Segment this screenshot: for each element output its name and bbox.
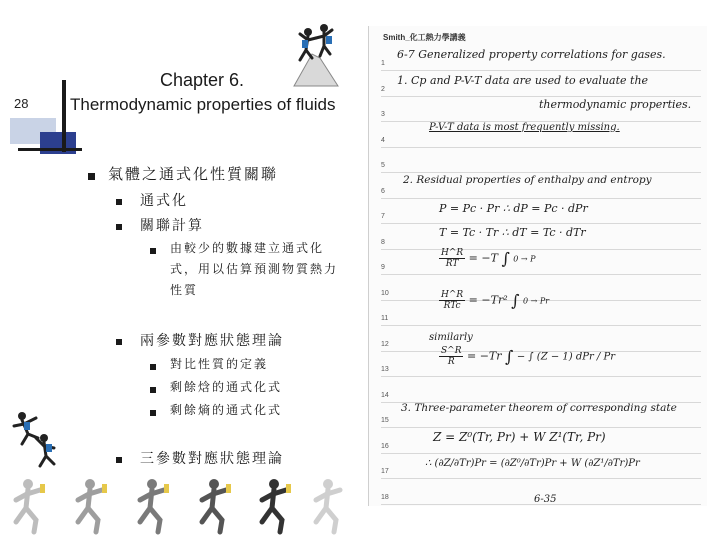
ruled-line <box>381 70 701 71</box>
climbers-illustration <box>286 18 346 88</box>
climber-illustration <box>8 408 64 470</box>
note-line-3: thermodynamic properties. <box>539 98 692 111</box>
outline-item-2-sub-1: 對比性質的定義 <box>170 357 269 371</box>
equation-operator: = −Tr <box>466 349 502 363</box>
line-number: 12 <box>381 340 389 348</box>
note-line-7: T = Tc · Tr ∴ dT = Tc · dTr <box>439 226 586 239</box>
note-line-1: 6-7 Generalized property correlations for gases. <box>397 48 666 61</box>
line-number: 1 <box>381 60 385 67</box>
note-line-6: P = Pc · Pr ∴ dP = Pc · dPr <box>439 202 588 215</box>
note-line-similarly: similarly <box>429 332 473 343</box>
note-equation-enthalpy-reduced <box>439 290 549 311</box>
ruled-line <box>381 376 701 377</box>
note-line-2: 1. Cp and P-V-T data are used to evaluate the <box>397 74 649 87</box>
note-line-13: Z = Z⁰(Tr, Pr) + W Z¹(Tr, Pr) <box>433 430 606 444</box>
note-line-12: 3. Three-parameter theorem of corresponding state <box>401 402 677 414</box>
fraction-numerator: S^R <box>441 346 462 356</box>
outline-item-1: 氣體之通式化性質關聯 <box>108 165 279 183</box>
line-number: 11 <box>381 315 389 322</box>
outline-item-1-sub-2: 關聯計算 <box>140 218 204 234</box>
ruled-line <box>381 147 701 148</box>
line-number: 18 <box>381 493 389 501</box>
line-number: 16 <box>381 442 389 450</box>
outline-item-3: 三參數對應狀態理論 <box>140 451 284 467</box>
ruled-line <box>381 325 701 326</box>
note-line-4: P-V-T data is most frequently missing. <box>429 122 620 133</box>
bullet-icon <box>150 248 156 254</box>
chapter-title: Chapter 6. <box>160 70 245 90</box>
integral-icon: ∫ <box>505 347 514 366</box>
outline-item-1-sub-2-detail: 由較少的數據建立通式化式，用以估算預測物質熱力性質 <box>170 241 339 297</box>
ruled-line <box>381 478 701 479</box>
slide-number: 28 <box>14 96 29 111</box>
outline-item-2: 兩參數對應狀態理論 <box>140 333 284 349</box>
ruled-line <box>381 274 701 275</box>
ruled-line <box>381 96 701 97</box>
line-number: 4 <box>381 136 385 144</box>
note-equation-entropy <box>439 346 615 367</box>
ruled-line <box>381 198 701 199</box>
bullet-icon <box>88 173 95 180</box>
bullet-icon <box>116 339 122 345</box>
equation-tail: − ∫ (Z − 1) dPr / Pr <box>516 351 615 363</box>
decor-bar-horizontal <box>18 148 82 151</box>
equation-operator: = −Tr² <box>468 293 508 307</box>
note-line-14: ∴ (∂Z/∂Tr)Pr = (∂Z⁰/∂Tr)Pr + W (∂Z¹/∂Tr)Pr <box>425 458 640 469</box>
integral-icon: ∫ <box>501 249 510 268</box>
line-number: 8 <box>381 238 385 246</box>
line-number: 15 <box>381 417 389 424</box>
line-number: 3 <box>381 111 385 118</box>
line-number: 6 <box>381 187 385 195</box>
equation-operator: = −T <box>468 251 498 265</box>
line-number: 13 <box>381 366 389 373</box>
fraction-denominator: R <box>447 357 455 367</box>
line-number: 17 <box>381 468 389 475</box>
integral-icon: ∫ <box>511 291 520 310</box>
ruled-line <box>381 249 701 250</box>
fraction-denominator: RT <box>445 259 459 269</box>
line-number: 10 <box>381 289 389 297</box>
fraction-denominator: RTc <box>443 301 461 311</box>
chapter-subtitle: Thermodynamic properties of fluids <box>70 95 336 114</box>
notes-header: Smith_化工熱力學講義 <box>383 33 466 42</box>
ruled-line <box>381 172 701 173</box>
integral-limits: 0 → P <box>513 254 536 264</box>
outline-item-2-sub-3: 剩餘熵的通式化式 <box>170 403 283 417</box>
note-equation-enthalpy <box>439 248 536 269</box>
line-number: 7 <box>381 213 385 220</box>
outline-item-1-sub-1: 通式化 <box>140 193 188 209</box>
integral-limits: 0 → Pr <box>522 296 550 306</box>
note-line-5: 2. Residual properties of enthalpy and entropy <box>403 174 652 186</box>
outline-item-2-sub-2: 剩餘焓的通式化式 <box>170 380 283 394</box>
decor-bar-vertical <box>62 80 66 152</box>
bullet-icon <box>116 224 122 230</box>
ruled-line <box>381 427 701 428</box>
bullet-icon <box>116 199 122 205</box>
bullet-icon <box>150 387 156 393</box>
bullet-icon <box>150 410 156 416</box>
fraction-numerator: H^R <box>441 248 464 258</box>
line-number: 5 <box>381 162 385 169</box>
line-number: 2 <box>381 85 385 93</box>
fraction-numerator: H^R <box>441 290 464 300</box>
handwritten-notes-panel <box>368 26 707 506</box>
line-number: 9 <box>381 264 385 271</box>
ruled-line <box>381 223 701 224</box>
runners-decoration <box>0 470 352 540</box>
ruled-line <box>381 453 701 454</box>
bullet-icon <box>116 457 122 463</box>
line-number: 14 <box>381 391 389 399</box>
page-reference: 6-35 <box>534 494 557 505</box>
bullet-icon <box>150 364 156 370</box>
